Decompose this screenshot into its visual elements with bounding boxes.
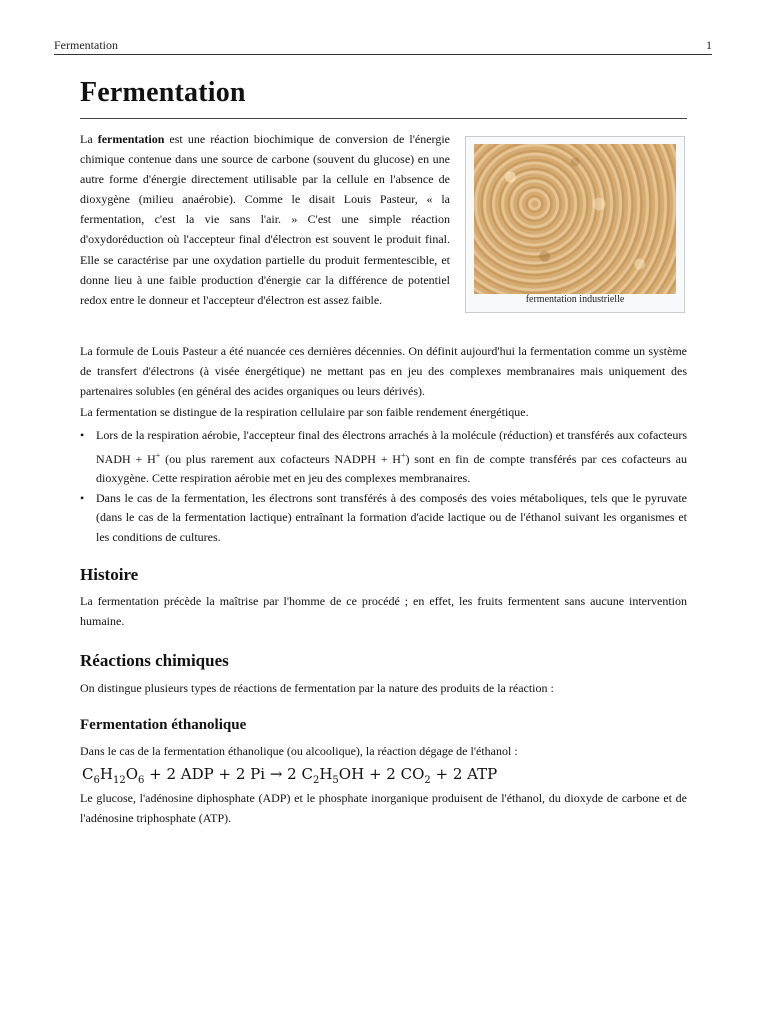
fermentation-photo[interactable] (474, 144, 676, 294)
bullet-marker: • (80, 428, 85, 442)
running-title: Fermentation (54, 38, 118, 52)
paragraph-rendement: La fermentation se distingue de la respiration cellulaire par son faible rendement énergétique. (80, 405, 529, 419)
header-rule (54, 54, 712, 55)
bullet-list (80, 426, 687, 547)
running-header (54, 38, 712, 53)
paragraph-ethanolique-intro: Dans le cas de la fermentation éthanolique (ou alcoolique), la réaction dégage de l'éthanol : (80, 744, 518, 758)
section-heading-histoire: Histoire (80, 565, 139, 584)
figure-thumbnail (465, 136, 685, 313)
page-title: Fermentation (80, 77, 246, 108)
page-number: 1 (706, 38, 712, 52)
figure-caption: fermentation industrielle (525, 294, 625, 305)
list-item: • Lors de la respiration aérobie, l'accepteur final des électrons arrachés à la molécule (réduction) et transférés aux cofacteurs NADH + H+ (ou plus rarement aux cofacteurs NADPH + H+) sont en fin de compte transférés par ces cofacteurs au dioxygène. Cette respiration aérobie met en jeu des complexes membranaires. (80, 428, 687, 485)
title-rule (80, 118, 687, 119)
paragraph-pasteur: La formule de Louis Pasteur a été nuancée ces dernières décennies. On définit aujourd'hui la fermentation comme un système de transfert d'électrons (à visée énergétique) ne mettant pas en jeu des complexes membranaires mais uniquement des partenaires solubles (en général des acides organiques ou leurs dérivés). (80, 344, 687, 398)
section-heading-reactions: Réactions chimiques (80, 651, 229, 670)
paragraph-ethanolique-explanation: Le glucose, l'adénosine diphosphate (ADP) et le phosphate inorganique produisent de l'éthanol, du dioxyde de carbone et de l'adénosine triphosphate (ATP). (80, 791, 687, 825)
bold-term[interactable]: fermentation (97, 132, 165, 146)
bullet-marker: • (80, 490, 85, 505)
chemical-equation: $C_6H_{12}O_6 + 2$ ADP + 2 Pi → 2 $C_2H_5OH + 2$ $CO_2 + 2$ ATP (82, 765, 498, 786)
paragraph-reactions: On distingue plusieurs types de réactions de fermentation par la nature des produits de la réaction : (80, 681, 554, 695)
list-item: • Dans le cas de la fermentation, les électrons sont transférés à des composés des voies métaboliques, tels que le pyruvate (dans le cas de la fermentation lactique) entraînant la formation d'acide lactique ou de l'éthanol suivant les organismes et les conditions de cultures. (80, 490, 687, 544)
subsection-heading-ethanolique: Fermentation éthanolique (80, 717, 247, 733)
intro-paragraph: La fermentation est une réaction biochimique de conversion de l'énergie chimique contenue dans une source de carbone (souvent du glucose) en une autre forme d'énergie directement utilisable par la cellule en l'absence de dioxygène (milieu anaérobie). Comme le disait Louis Pasteur, « la fermentation, c'est la vie sans l'air. » C'est une simple réaction d'oxydoréduction où l'accepteur final d'électron est souvent le produit final. Elle se caractérise par une oxydation partielle du produit fermentescible, et donne lieu à une faible production d'énergie car la différence de potentiel redox entre le donneur et l'accepteur d'électron est assez faible. (80, 132, 450, 307)
paragraph-histoire: La fermentation précède la maîtrise par l'homme de ce procédé ; en effet, les fruits fermentent sans aucune intervention humaine. (80, 594, 687, 628)
